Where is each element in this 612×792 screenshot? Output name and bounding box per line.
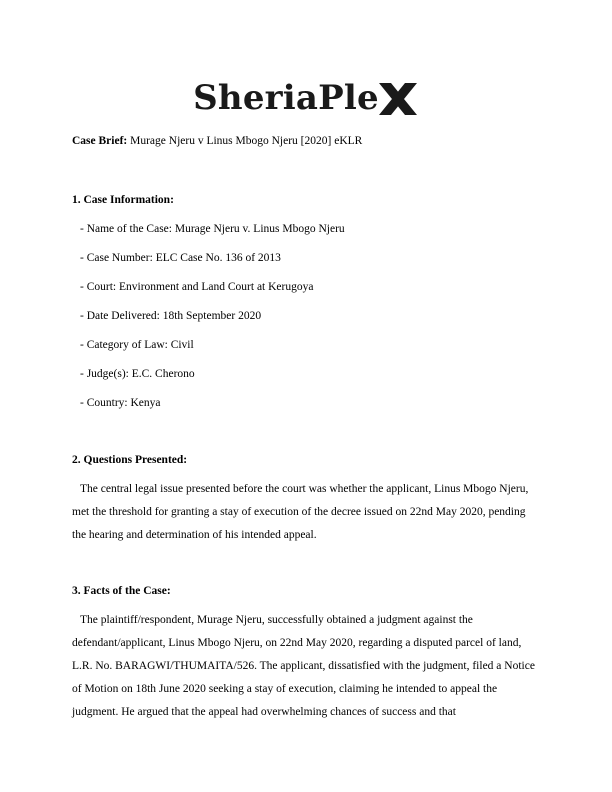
list-item: - Name of the Case: Murage Njeru v. Linus Mbogo Njeru bbox=[80, 223, 345, 235]
questions-presented-paragraph: The central legal issue presented before the court was whether the applicant, Linus Mbogo Njeru, met the threshold for granting a stay of execution of the decree issued on 22nd May 2020, pending the hearing and determination of his intended appeal. bbox=[72, 483, 529, 541]
section-heading-case-information: 1. Case Information: bbox=[72, 194, 174, 206]
case-brief-title: Murage Njeru v Linus Mbogo Njeru [2020] eKLR bbox=[127, 135, 363, 147]
facts-paragraph: The plaintiff/respondent, Murage Njeru, successfully obtained a judgment against the defendant/applicant, Linus Mbogo Njeru, on 22nd May 2020, regarding a disputed parcel of land, L.R. No. BARAGWI/THUMAITA/526. The applicant, dissatisfied with the judgment, filed a Notice of Motion on 18th June 2020 seeking a stay of execution, claiming he intended to appeal the judgment. He argued that the appeal had overwhelming chances of success and that bbox=[72, 614, 535, 718]
list-item: - Date Delivered: 18th September 2020 bbox=[80, 310, 262, 322]
logo-text: SheriaPle bbox=[193, 78, 379, 118]
section-heading-questions-presented: 2. Questions Presented: bbox=[72, 454, 188, 466]
case-brief-line bbox=[72, 130, 542, 153]
section-heading-facts: 3. Facts of the Case: bbox=[72, 585, 171, 597]
logo-x-icon bbox=[377, 79, 419, 119]
list-item: - Country: Kenya bbox=[80, 397, 161, 409]
logo-wordmark bbox=[193, 74, 419, 122]
list-item: - Judge(s): E.C. Cherono bbox=[80, 368, 195, 380]
list-item: - Category of Law: Civil bbox=[80, 339, 194, 351]
case-brief-label: Case Brief: bbox=[72, 135, 128, 147]
sheriaplex-logo bbox=[0, 74, 612, 122]
list-item: - Court: Environment and Land Court at Kerugoya bbox=[80, 281, 314, 293]
document-body bbox=[72, 130, 542, 724]
case-information-list bbox=[72, 218, 542, 415]
list-item: - Case Number: ELC Case No. 136 of 2013 bbox=[80, 252, 281, 264]
